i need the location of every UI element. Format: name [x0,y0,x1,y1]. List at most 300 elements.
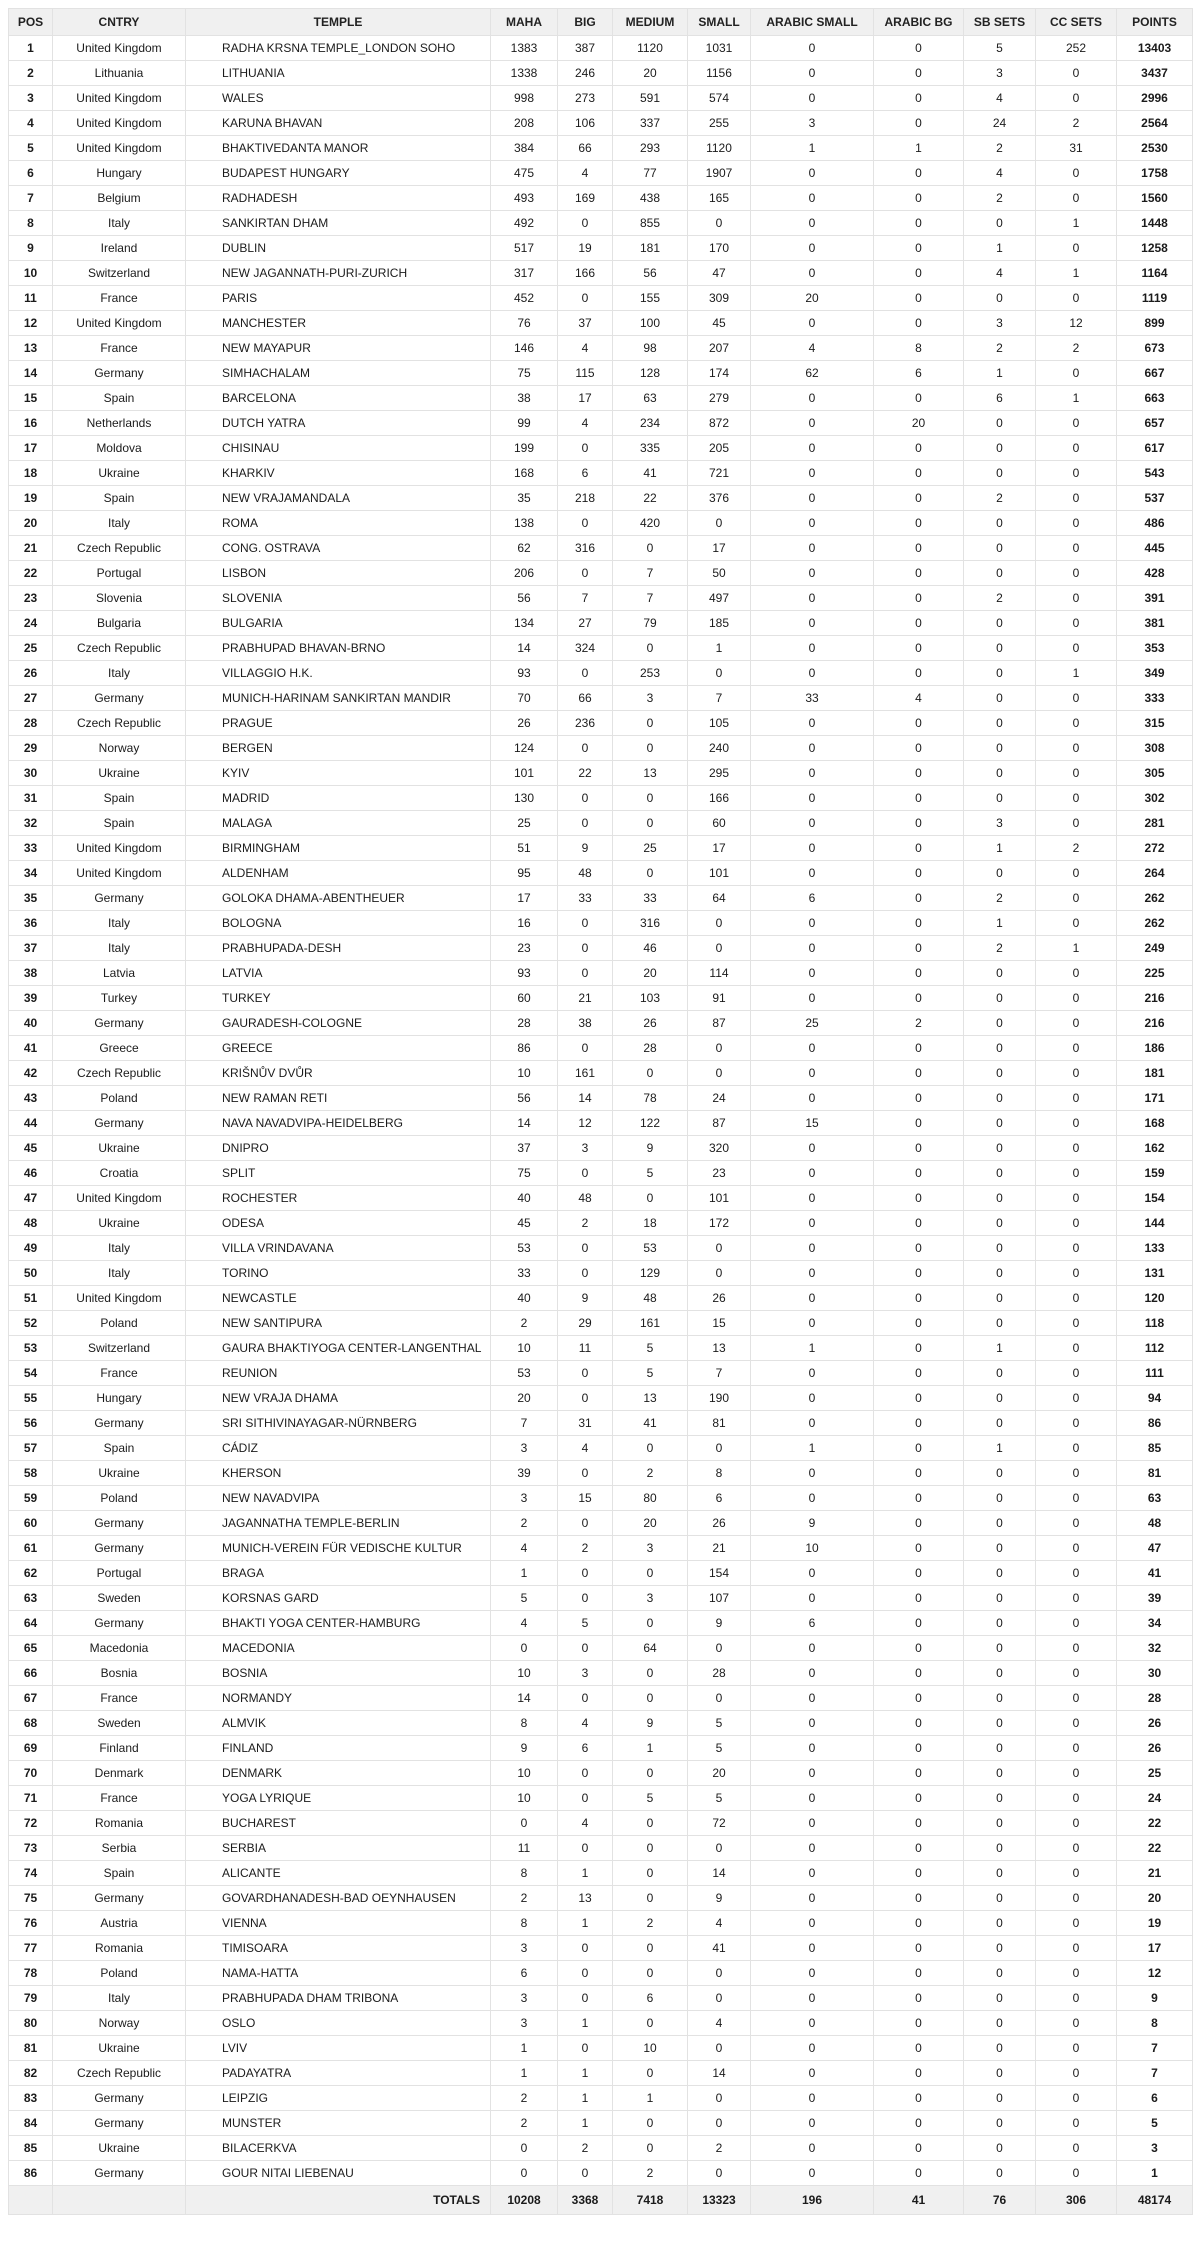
cell-arabic_small: 0 [751,1061,874,1086]
cell-pos: 72 [9,1811,53,1836]
table-row [9,1411,1193,1436]
cell-cntry: Germany [53,1111,186,1136]
cell-big: 169 [558,186,613,211]
cell-cntry: Germany [53,1411,186,1436]
cell-medium: 53 [613,1236,688,1261]
cell-temple: BHAKTIVEDANTA MANOR [186,136,491,161]
cell-big: 0 [558,1386,613,1411]
cell-arabic_small: 0 [751,1811,874,1836]
cell-arabic_bg: 0 [874,1511,964,1536]
cell-cc_sets: 0 [1036,1986,1117,2011]
cell-temple: ROMA [186,511,491,536]
cell-big: 3 [558,1661,613,1686]
cell-points: 391 [1117,586,1193,611]
cell-cc_sets: 1 [1036,936,1117,961]
cell-pos: 67 [9,1686,53,1711]
cell-big: 324 [558,636,613,661]
cell-medium: 0 [613,1961,688,1986]
cell-points: 445 [1117,536,1193,561]
cell-big: 17 [558,386,613,411]
cell-temple: BRAGA [186,1561,491,1586]
cell-points: 272 [1117,836,1193,861]
cell-big: 115 [558,361,613,386]
cell-cc_sets: 0 [1036,1711,1117,1736]
cell-arabic_small: 0 [751,1486,874,1511]
cell-points: 216 [1117,1011,1193,1036]
cell-maha: 475 [491,161,558,186]
cell-cc_sets: 1 [1036,661,1117,686]
cell-pos: 65 [9,1636,53,1661]
cell-big: 12 [558,1111,613,1136]
cell-points: 428 [1117,561,1193,586]
cell-points: 537 [1117,486,1193,511]
cell-arabic_small: 10 [751,1536,874,1561]
cell-temple: SIMHACHALAM [186,361,491,386]
cell-maha: 99 [491,411,558,436]
totals-sb_sets: 76 [964,2186,1036,2215]
cell-sb_sets: 4 [964,261,1036,286]
cell-big: 4 [558,1711,613,1736]
table-row [9,886,1193,911]
cell-pos: 49 [9,1236,53,1261]
cell-points: 2564 [1117,111,1193,136]
cell-arabic_small: 0 [751,1136,874,1161]
cell-temple: PRABHUPADA-DESH [186,936,491,961]
cell-pos: 62 [9,1561,53,1586]
cell-cntry: Italy [53,1986,186,2011]
cell-temple: KHERSON [186,1461,491,1486]
cell-arabic_bg: 0 [874,1636,964,1661]
cell-pos: 51 [9,1286,53,1311]
table-row [9,1936,1193,1961]
cell-pos: 9 [9,236,53,261]
table-row [9,1111,1193,1136]
cell-medium: 0 [613,1061,688,1086]
cell-medium: 80 [613,1486,688,1511]
cell-sb_sets: 0 [964,2086,1036,2111]
cell-arabic_bg: 0 [874,736,964,761]
cell-arabic_bg: 0 [874,511,964,536]
cell-pos: 84 [9,2111,53,2136]
cell-cc_sets: 0 [1036,1061,1117,1086]
cell-small: 497 [688,586,751,611]
cell-cc_sets: 0 [1036,1811,1117,1836]
cell-maha: 35 [491,486,558,511]
cell-arabic_small: 0 [751,1861,874,1886]
cell-big: 2 [558,1536,613,1561]
cell-pos: 20 [9,511,53,536]
cell-temple: PRAGUE [186,711,491,736]
cell-temple: SPLIT [186,1161,491,1186]
cell-sb_sets: 0 [964,2061,1036,2086]
table-row [9,1261,1193,1286]
cell-cntry: Ukraine [53,1461,186,1486]
cell-cc_sets: 0 [1036,1786,1117,1811]
table-row [9,186,1193,211]
cell-pos: 37 [9,936,53,961]
cell-medium: 316 [613,911,688,936]
cell-temple: NEW NAVADVIPA [186,1486,491,1511]
cell-points: 22 [1117,1811,1193,1836]
cell-sb_sets: 0 [964,1986,1036,2011]
cell-cc_sets: 0 [1036,1661,1117,1686]
cell-medium: 0 [613,2061,688,2086]
cell-pos: 55 [9,1386,53,1411]
table-row [9,86,1193,111]
cell-points: 281 [1117,811,1193,836]
cell-medium: 155 [613,286,688,311]
cell-arabic_small: 0 [751,711,874,736]
cell-maha: 26 [491,711,558,736]
cell-cc_sets: 0 [1036,236,1117,261]
cell-maha: 130 [491,786,558,811]
cell-arabic_small: 0 [751,1661,874,1686]
cell-temple: BHAKTI YOGA CENTER-HAMBURG [186,1611,491,1636]
cell-temple: BIRMINGHAM [186,836,491,861]
cell-arabic_small: 6 [751,886,874,911]
totals-medium: 7418 [613,2186,688,2215]
cell-small: 24 [688,1086,751,1111]
cell-arabic_bg: 0 [874,486,964,511]
cell-arabic_bg: 0 [874,2136,964,2161]
cell-big: 21 [558,986,613,1011]
cell-cc_sets: 0 [1036,711,1117,736]
cell-medium: 5 [613,1786,688,1811]
cell-cc_sets: 0 [1036,1936,1117,1961]
cell-sb_sets: 1 [964,236,1036,261]
cell-sb_sets: 1 [964,1336,1036,1361]
cell-medium: 0 [613,2111,688,2136]
cell-medium: 0 [613,636,688,661]
cell-maha: 40 [491,1286,558,1311]
cell-points: 162 [1117,1136,1193,1161]
column-header-arabic_small: ARABIC SMALL [751,9,874,36]
cell-maha: 38 [491,386,558,411]
cell-arabic_bg: 0 [874,1786,964,1811]
table-row [9,711,1193,736]
cell-medium: 56 [613,261,688,286]
table-row [9,911,1193,936]
cell-cc_sets: 0 [1036,886,1117,911]
cell-sb_sets: 0 [964,211,1036,236]
cell-big: 161 [558,1061,613,1086]
cell-medium: 26 [613,1011,688,1036]
cell-cc_sets: 2 [1036,111,1117,136]
cell-maha: 6 [491,1961,558,1986]
cell-cc_sets: 12 [1036,311,1117,336]
cell-small: 0 [688,1986,751,2011]
cell-maha: 2 [491,1311,558,1336]
cell-medium: 41 [613,1411,688,1436]
cell-arabic_bg: 0 [874,1811,964,1836]
cell-small: 1120 [688,136,751,161]
cell-big: 66 [558,686,613,711]
cell-points: 381 [1117,611,1193,636]
cell-arabic_small: 0 [751,511,874,536]
table-row [9,436,1193,461]
cell-points: 657 [1117,411,1193,436]
cell-arabic_small: 0 [751,861,874,886]
cell-cc_sets: 0 [1036,1536,1117,1561]
cell-points: 168 [1117,1111,1193,1136]
cell-cc_sets: 0 [1036,1686,1117,1711]
cell-pos: 74 [9,1861,53,1886]
cell-maha: 8 [491,1861,558,1886]
cell-arabic_small: 0 [751,1286,874,1311]
cell-maha: 53 [491,1361,558,1386]
cell-cntry: Germany [53,2086,186,2111]
table-row [9,1636,1193,1661]
cell-big: 0 [558,661,613,686]
cell-temple: GOUR NITAI LIEBENAU [186,2161,491,2186]
cell-cntry: Slovenia [53,586,186,611]
cell-cntry: Denmark [53,1761,186,1786]
cell-sb_sets: 0 [964,1261,1036,1286]
cell-cc_sets: 0 [1036,1961,1117,1986]
table-row [9,1536,1193,1561]
cell-big: 33 [558,886,613,911]
cell-arabic_bg: 0 [874,1411,964,1436]
cell-medium: 2 [613,1911,688,1936]
cell-cntry: France [53,286,186,311]
cell-arabic_small: 0 [751,2011,874,2036]
cell-temple: FINLAND [186,1736,491,1761]
cell-big: 2 [558,2136,613,2161]
cell-big: 0 [558,1586,613,1611]
cell-arabic_bg: 0 [874,2036,964,2061]
cell-cntry: Portugal [53,1561,186,1586]
cell-sb_sets: 0 [964,1186,1036,1211]
cell-arabic_bg: 0 [874,1211,964,1236]
cell-arabic_small: 4 [751,336,874,361]
cell-pos: 56 [9,1411,53,1436]
cell-arabic_small: 0 [751,311,874,336]
cell-arabic_bg: 0 [874,286,964,311]
cell-big: 5 [558,1611,613,1636]
cell-pos: 80 [9,2011,53,2036]
cell-maha: 2 [491,1511,558,1536]
cell-points: 63 [1117,1486,1193,1511]
table-row [9,2061,1193,2086]
cell-arabic_small: 0 [751,1686,874,1711]
cell-medium: 5 [613,1361,688,1386]
cell-temple: KORSNAS GARD [186,1586,491,1611]
cell-maha: 86 [491,1036,558,1061]
cell-arabic_small: 0 [751,811,874,836]
cell-points: 30 [1117,1661,1193,1686]
cell-small: 205 [688,436,751,461]
cell-arabic_bg: 0 [874,2086,964,2111]
cell-medium: 5 [613,1336,688,1361]
cell-maha: 39 [491,1461,558,1486]
cell-maha: 4 [491,1536,558,1561]
cell-small: 721 [688,461,751,486]
cell-temple: NAVA NAVADVIPA-HEIDELBERG [186,1111,491,1136]
cell-temple: BOLOGNA [186,911,491,936]
cell-small: 23 [688,1161,751,1186]
cell-cntry: Germany [53,361,186,386]
cell-points: 349 [1117,661,1193,686]
cell-temple: LISBON [186,561,491,586]
cell-arabic_bg: 0 [874,1736,964,1761]
cell-small: 1031 [688,36,751,61]
cell-cntry: France [53,1786,186,1811]
cell-sb_sets: 3 [964,811,1036,836]
cell-cntry: Serbia [53,1836,186,1861]
cell-temple: TORINO [186,1261,491,1286]
cell-pos: 82 [9,2061,53,2086]
table-row [9,1236,1193,1261]
cell-arabic_small: 1 [751,136,874,161]
cell-maha: 998 [491,86,558,111]
cell-points: 2530 [1117,136,1193,161]
cell-maha: 3 [491,2011,558,2036]
cell-cntry: Bulgaria [53,611,186,636]
cell-small: 14 [688,2061,751,2086]
cell-points: 663 [1117,386,1193,411]
cell-big: 3 [558,1136,613,1161]
cell-arabic_bg: 0 [874,1711,964,1736]
cell-arabic_bg: 0 [874,861,964,886]
totals-maha: 10208 [491,2186,558,2215]
cell-sb_sets: 0 [964,2011,1036,2036]
cell-maha: 2 [491,1886,558,1911]
cell-medium: 3 [613,686,688,711]
cell-small: 255 [688,111,751,136]
cell-arabic_small: 0 [751,1761,874,1786]
cell-sb_sets: 0 [964,511,1036,536]
cell-cntry: Poland [53,1486,186,1511]
cell-big: 29 [558,1311,613,1336]
cell-big: 11 [558,1336,613,1361]
cell-pos: 2 [9,61,53,86]
cell-points: 2996 [1117,86,1193,111]
cell-pos: 28 [9,711,53,736]
cell-maha: 0 [491,2161,558,2186]
table-row [9,686,1193,711]
cell-arabic_bg: 0 [874,186,964,211]
cell-big: 0 [558,2161,613,2186]
cell-sb_sets: 0 [964,1011,1036,1036]
cell-medium: 0 [613,1811,688,1836]
cell-temple: BULGARIA [186,611,491,636]
cell-cc_sets: 0 [1036,1236,1117,1261]
cell-arabic_bg: 0 [874,1536,964,1561]
cell-cc_sets: 0 [1036,186,1117,211]
table-row [9,1511,1193,1536]
cell-pos: 8 [9,211,53,236]
cell-points: 1448 [1117,211,1193,236]
cell-arabic_bg: 0 [874,1936,964,1961]
cell-temple: NEW SANTIPURA [186,1311,491,1336]
cell-points: 120 [1117,1286,1193,1311]
cell-pos: 22 [9,561,53,586]
cell-arabic_bg: 0 [874,611,964,636]
cell-temple: SANKIRTAN DHAM [186,211,491,236]
table-row [9,111,1193,136]
cell-medium: 0 [613,1611,688,1636]
cell-arabic_bg: 0 [874,1136,964,1161]
cell-arabic_small: 0 [751,786,874,811]
cell-sb_sets: 0 [964,2136,1036,2161]
cell-maha: 1383 [491,36,558,61]
cell-pos: 45 [9,1136,53,1161]
cell-maha: 1 [491,2036,558,2061]
cell-cntry: Germany [53,1011,186,1036]
cell-cntry: Ireland [53,236,186,261]
cell-temple: CHISINAU [186,436,491,461]
cell-cc_sets: 252 [1036,36,1117,61]
cell-maha: 3 [491,1436,558,1461]
cell-medium: 234 [613,411,688,436]
cell-medium: 7 [613,561,688,586]
cell-small: 72 [688,1811,751,1836]
cell-cc_sets: 1 [1036,211,1117,236]
cell-small: 0 [688,2036,751,2061]
cell-small: 5 [688,1736,751,1761]
cell-cc_sets: 0 [1036,1461,1117,1486]
cell-arabic_small: 0 [751,961,874,986]
cell-sb_sets: 0 [964,786,1036,811]
cell-cntry: Spain [53,1436,186,1461]
cell-sb_sets: 0 [964,2161,1036,2186]
cell-arabic_small: 0 [751,536,874,561]
cell-cc_sets: 0 [1036,1861,1117,1886]
table-row [9,811,1193,836]
table-row [9,961,1193,986]
table-row [9,486,1193,511]
cell-big: 0 [558,1511,613,1536]
cell-sb_sets: 0 [964,1061,1036,1086]
cell-maha: 40 [491,1186,558,1211]
cell-sb_sets: 2 [964,486,1036,511]
cell-cc_sets: 0 [1036,2086,1117,2111]
cell-points: 1758 [1117,161,1193,186]
cell-cntry: Czech Republic [53,536,186,561]
cell-cntry: Moldova [53,436,186,461]
cell-big: 1 [558,2086,613,2111]
cell-temple: KRIŠNŮV DVŮR [186,1061,491,1086]
cell-sb_sets: 0 [964,2036,1036,2061]
cell-cntry: France [53,336,186,361]
cell-maha: 45 [491,1211,558,1236]
cell-arabic_small: 0 [751,1636,874,1661]
cell-big: 0 [558,1036,613,1061]
cell-temple: NEW JAGANNATH-PURI-ZURICH [186,261,491,286]
cell-cc_sets: 0 [1036,2011,1117,2036]
cell-sb_sets: 6 [964,386,1036,411]
cell-temple: DUBLIN [186,236,491,261]
cell-medium: 46 [613,936,688,961]
cell-arabic_bg: 0 [874,386,964,411]
table-row [9,936,1193,961]
cell-arabic_bg: 0 [874,1886,964,1911]
cell-sb_sets: 0 [964,1236,1036,1261]
cell-temple: ALICANTE [186,1861,491,1886]
cell-points: 133 [1117,1236,1193,1261]
cell-arabic_bg: 0 [874,711,964,736]
cell-cc_sets: 0 [1036,561,1117,586]
cell-points: 899 [1117,311,1193,336]
cell-points: 20 [1117,1886,1193,1911]
cell-points: 353 [1117,636,1193,661]
cell-arabic_small: 0 [751,1711,874,1736]
cell-temple: NAMA-HATTA [186,1961,491,1986]
cell-cc_sets: 0 [1036,2036,1117,2061]
cell-points: 3 [1117,2136,1193,2161]
cell-arabic_small: 0 [751,36,874,61]
cell-small: 1907 [688,161,751,186]
